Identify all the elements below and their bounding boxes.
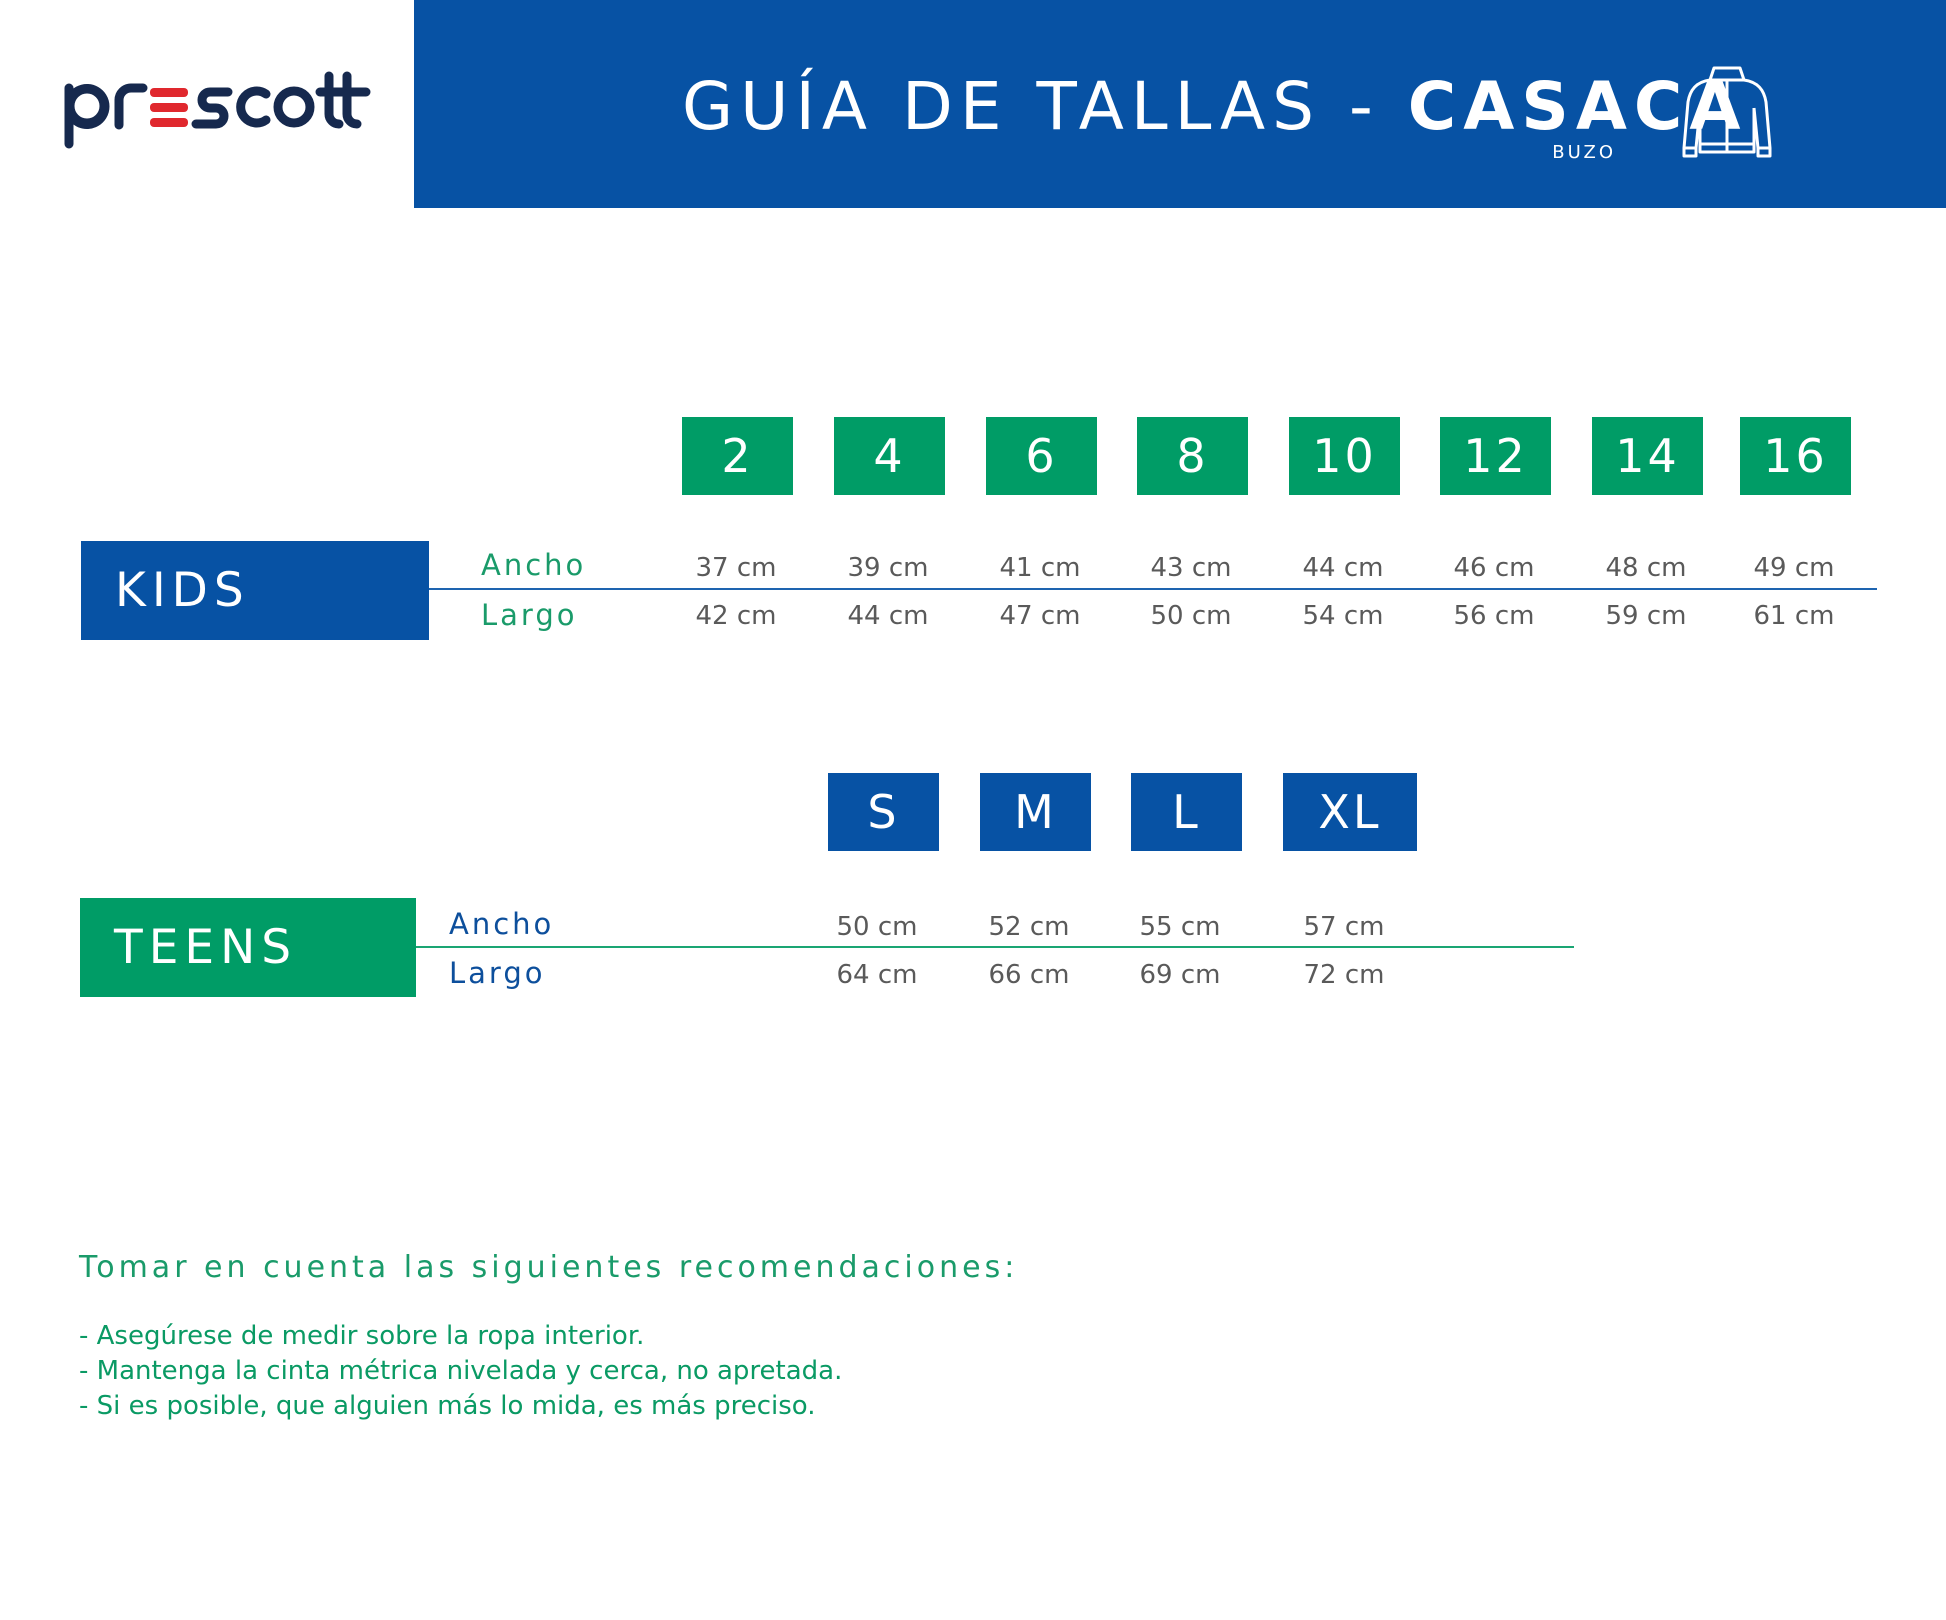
kids-size-chip: 16 (1740, 417, 1851, 495)
kids-size-chip: 10 (1289, 417, 1400, 495)
teens-ancho-value: 50 cm (836, 912, 918, 942)
teens-largo-value: 72 cm (1303, 960, 1385, 990)
recommendation-item: - Si es posible, que alguien más lo mida, es más preciso. (79, 1391, 816, 1421)
kids-divider (429, 588, 1877, 590)
recommendation-item: - Mantenga la cinta métrica nivelada y cerca, no apretada. (79, 1356, 843, 1386)
recommendation-item: - Asegúrese de medir sobre la ropa interior. (79, 1321, 645, 1351)
teens-largo-value: 64 cm (836, 960, 918, 990)
kids-size-chip: 2 (682, 417, 793, 495)
teens-size-chip: M (980, 773, 1091, 851)
kids-section-label: KIDS (81, 541, 429, 640)
teens-largo-value: 69 cm (1139, 960, 1221, 990)
teens-ancho-label: Ancho (449, 907, 555, 941)
page-title-light: GUÍA DE TALLAS - (682, 68, 1408, 145)
jacket-icon (1680, 62, 1774, 160)
teens-largo-value: 66 cm (988, 960, 1070, 990)
kids-largo-value: 59 cm (1605, 601, 1687, 631)
teens-ancho-value: 57 cm (1303, 912, 1385, 942)
recommendations-title: Tomar en cuenta las siguientes recomendaciones: (79, 1250, 1019, 1285)
teens-size-chip: L (1131, 773, 1242, 851)
kids-ancho-label: Ancho (481, 548, 587, 582)
page-subtitle: BUZO (1552, 142, 1616, 163)
brand-logo-graphic (64, 68, 374, 150)
kids-ancho-value: 44 cm (1302, 553, 1384, 583)
kids-size-chip: 14 (1592, 417, 1703, 495)
kids-size-chip: 4 (834, 417, 945, 495)
teens-section-label: TEENS (80, 898, 416, 997)
kids-largo-value: 42 cm (695, 601, 777, 631)
page-title (682, 62, 1748, 152)
kids-largo-value: 44 cm (847, 601, 929, 631)
kids-largo-value: 50 cm (1150, 601, 1232, 631)
kids-largo-value: 47 cm (999, 601, 1081, 631)
kids-ancho-value: 39 cm (847, 553, 929, 583)
teens-size-chip: S (828, 773, 939, 851)
page-title-bold: CASACA (1407, 68, 1748, 145)
teens-divider (416, 946, 1574, 948)
kids-ancho-value: 37 cm (695, 553, 777, 583)
kids-ancho-value: 41 cm (999, 553, 1081, 583)
kids-largo-value: 54 cm (1302, 601, 1384, 631)
teens-size-chip: XL (1283, 773, 1417, 851)
kids-largo-value: 56 cm (1453, 601, 1535, 631)
teens-ancho-value: 55 cm (1139, 912, 1221, 942)
kids-size-chip: 6 (986, 417, 1097, 495)
teens-largo-label: Largo (449, 956, 546, 990)
kids-ancho-value: 48 cm (1605, 553, 1687, 583)
kids-ancho-value: 43 cm (1150, 553, 1232, 583)
kids-largo-value: 61 cm (1753, 601, 1835, 631)
kids-ancho-value: 49 cm (1753, 553, 1835, 583)
kids-ancho-value: 46 cm (1453, 553, 1535, 583)
kids-largo-label: Largo (481, 598, 578, 632)
teens-ancho-value: 52 cm (988, 912, 1070, 942)
kids-size-chip: 12 (1440, 417, 1551, 495)
kids-size-chip: 8 (1137, 417, 1248, 495)
brand-logo (64, 68, 374, 150)
